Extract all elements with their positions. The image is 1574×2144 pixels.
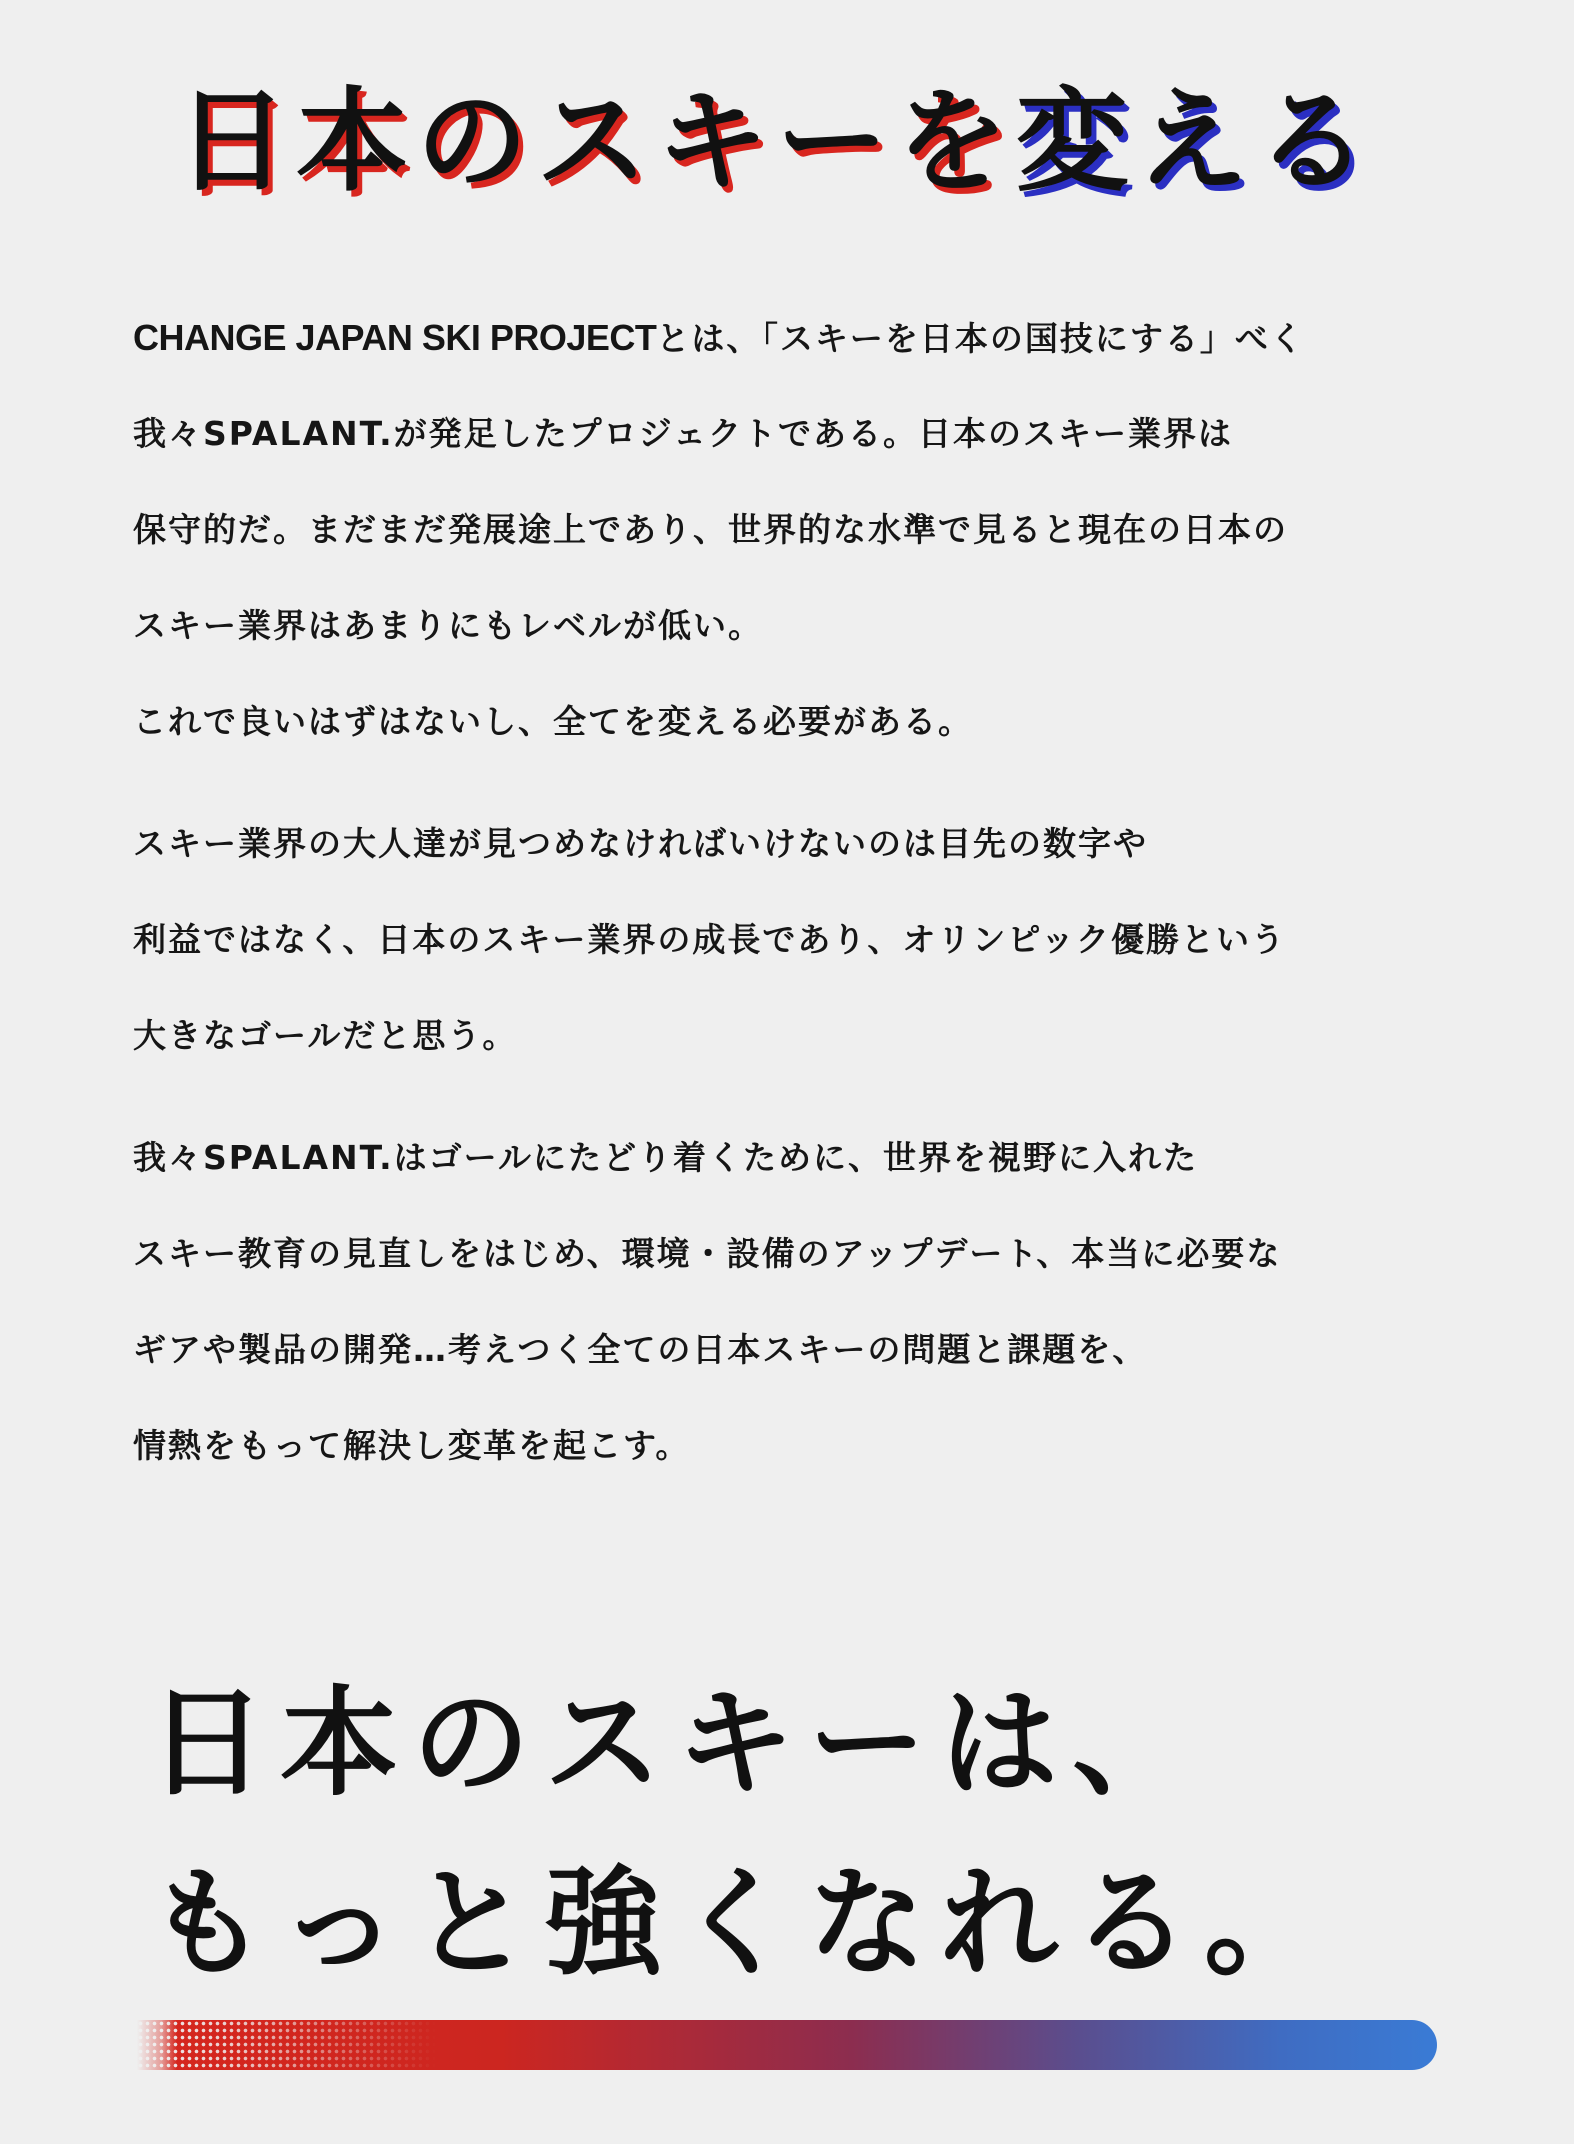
closing-line-1: 日本のスキーは、 [148, 1674, 1205, 1812]
intro-line [133, 316, 1305, 360]
halftone-pattern [137, 2020, 437, 2070]
action-line: スキー教育の見直しをはじめ、環境・設備のアップデート、本当に必要な [133, 1234, 1282, 1273]
intro-line-text: とは、「スキーを日本の国技にする」べく [656, 319, 1305, 358]
closing-line-2: もっと強くなれる。 [148, 1854, 1337, 1992]
action-line: 我々SPALANT.はゴールにたどり着くために、世界を視野に入れた [133, 1138, 1199, 1177]
hero-title-red: 日本のスキーを [176, 77, 1016, 207]
action-line: ギアや製品の開発…考えつく全ての日本スキーの問題と課題を、 [133, 1330, 1148, 1369]
action-line: 情熱をもって解決し変革を起こす。 [133, 1426, 691, 1465]
mission-line: 利益ではなく、日本のスキー業界の成長であり、オリンピック優勝という [133, 920, 1287, 959]
project-name: CHANGE JAPAN SKI PROJECT [133, 317, 657, 358]
mission-line: スキー業界の大人達が見つめなければいけないのは目先の数字や [133, 824, 1148, 863]
mission-line: 大きなゴールだと思う。 [133, 1016, 518, 1055]
intro-line: 我々SPALANT.が発足したプロジェクトである。日本のスキー業界は [133, 414, 1234, 453]
hero-title [176, 72, 1376, 212]
intro-line: 保守的だ。まだまだ発展途上であり、世界的な水準で見ると現在の日本の [133, 510, 1288, 549]
hero-title-blue: 変える [1016, 77, 1376, 207]
halftone-fade [137, 2020, 177, 2070]
gradient-divider-bar [137, 2020, 1437, 2070]
intro-line: これで良いはずはないし、全てを変える必要がある。 [133, 702, 973, 741]
intro-line: スキー業界はあまりにもレベルが低い。 [133, 606, 763, 645]
